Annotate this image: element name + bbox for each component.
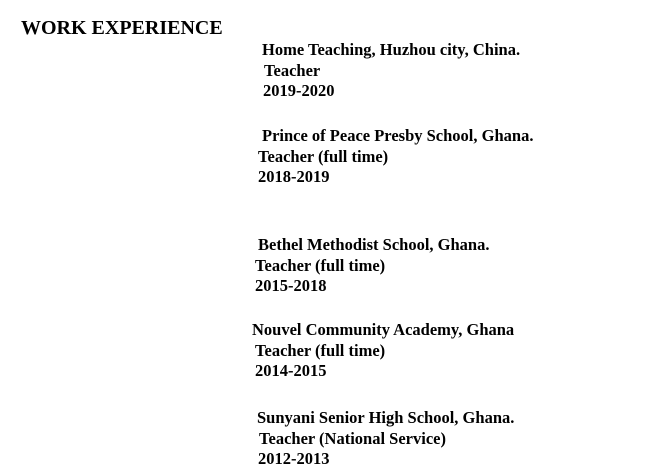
job-period: 2019-2020 xyxy=(263,81,335,100)
job-entry-2 xyxy=(258,126,534,188)
job-employer: Prince of Peace Presby School, Ghana. xyxy=(262,126,534,145)
job-employer: Home Teaching, Huzhou city, China. xyxy=(262,40,521,59)
section-heading: WORK EXPERIENCE xyxy=(21,17,223,39)
job-entry-1 xyxy=(262,40,520,102)
job-role: Teacher (full time) xyxy=(258,146,389,166)
job-entry-3 xyxy=(255,235,490,297)
job-period: 2018-2019 xyxy=(258,167,330,186)
job-role: Teacher xyxy=(264,60,321,80)
job-role: Teacher (full time) xyxy=(255,340,386,360)
job-period: 2015-2018 xyxy=(255,276,327,295)
job-employer: Sunyani Senior High School, Ghana. xyxy=(257,408,515,427)
job-role: Teacher (National Service) xyxy=(259,428,446,448)
job-employer: Bethel Methodist School, Ghana. xyxy=(258,235,490,254)
job-role: Teacher (full time) xyxy=(255,255,386,275)
job-period: 2014-2015 xyxy=(255,361,327,380)
job-employer: Nouvel Community Academy, Ghana xyxy=(252,320,515,339)
job-entry-5 xyxy=(257,408,514,470)
job-entry-4 xyxy=(252,320,514,382)
job-period: 2012-2013 xyxy=(258,449,330,468)
